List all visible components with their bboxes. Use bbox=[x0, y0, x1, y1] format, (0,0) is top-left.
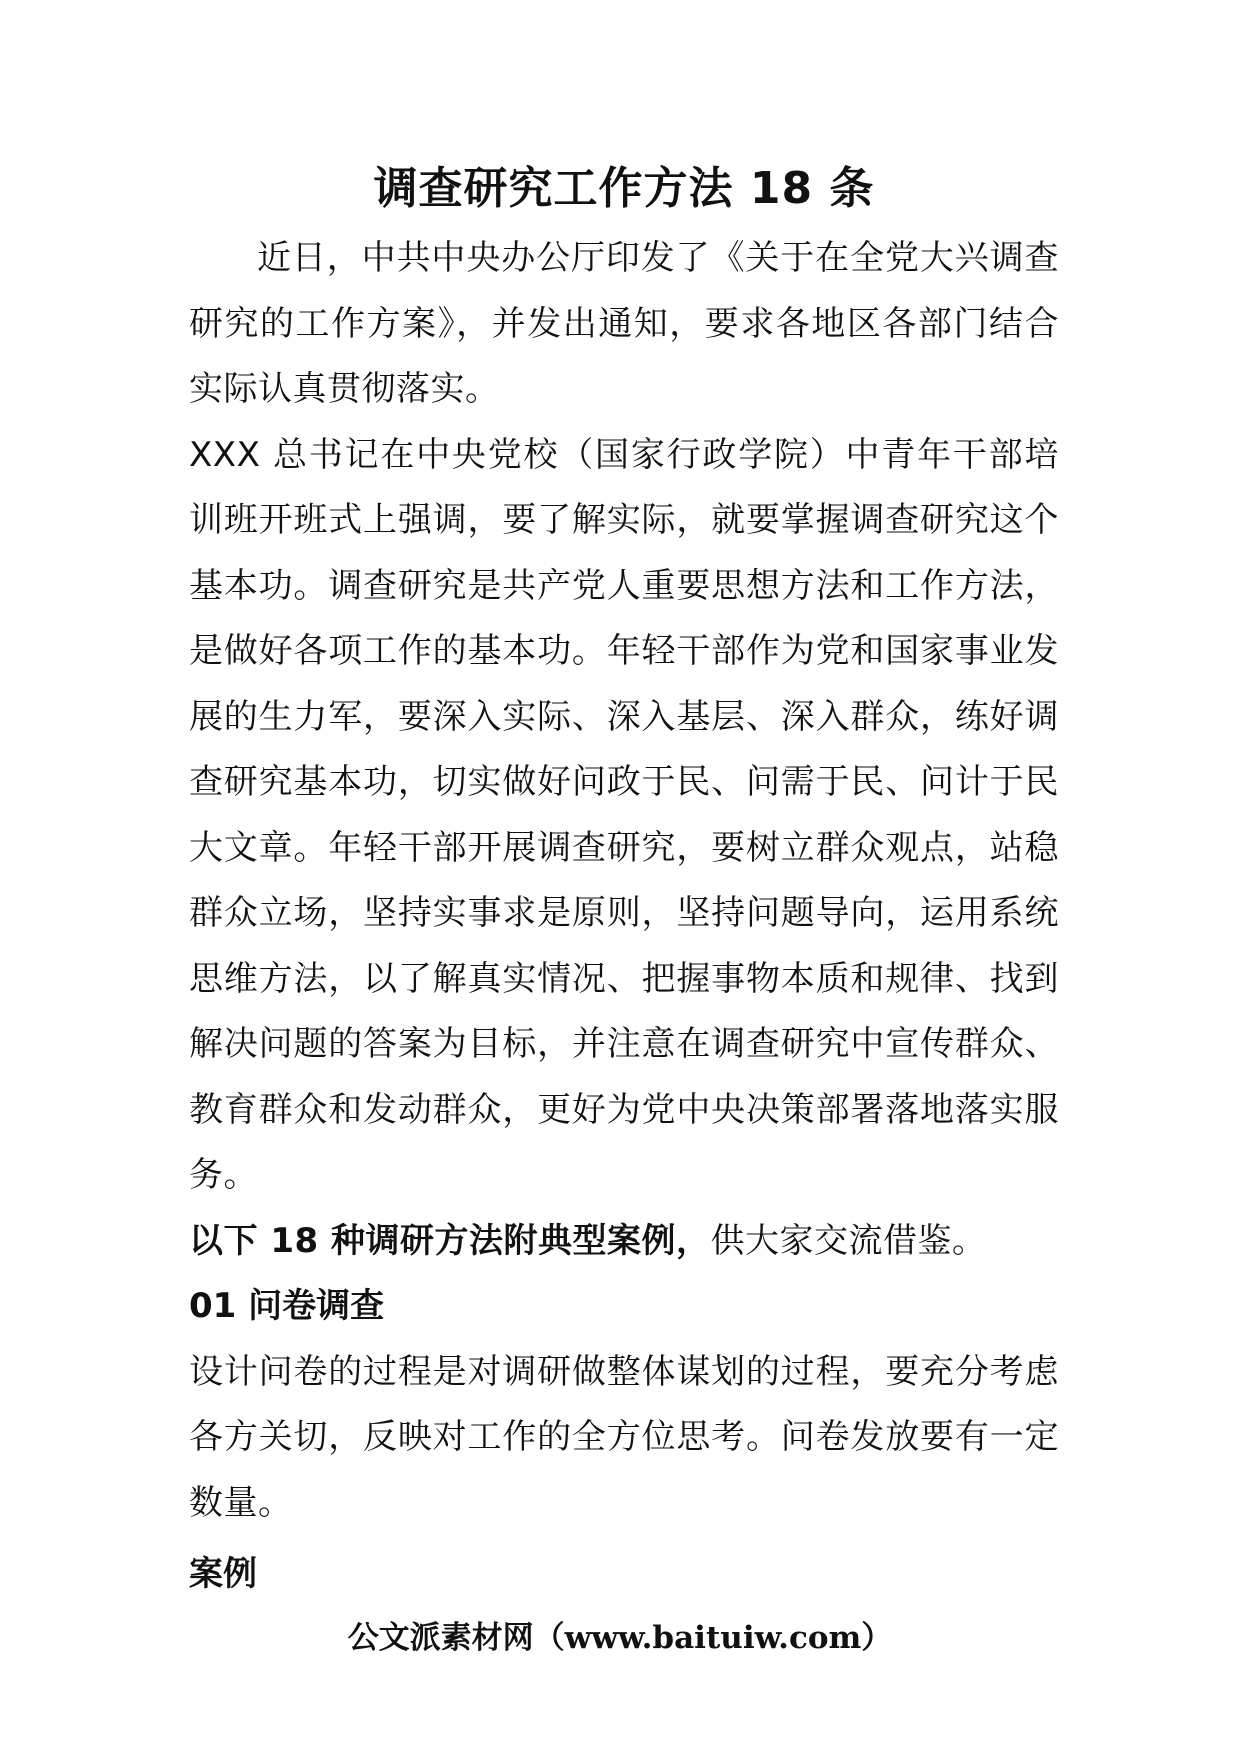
lead-in-paragraph bbox=[189, 1209, 1059, 1275]
lead-in-normal-text: 供大家交流借鉴。 bbox=[710, 1220, 987, 1261]
document-title: 调查研究工作方法 18 条 bbox=[373, 163, 875, 214]
case-heading: 案例 bbox=[189, 1554, 257, 1594]
intro-paragraph: 近日，中共中央办公厅印发了《关于在全党大兴调查研究的工作方案》，并发出通知，要求各地区各部门结合实际认真贯彻落实。 bbox=[189, 238, 1059, 409]
page-footer: 公文派素材网（www.baituiw.com） bbox=[347, 1620, 893, 1656]
speech-paragraph: XXX 总书记在中央党校（国家行政学院）中青年干部培训班开班式上强调，要了解实际，就要掌握调查研究这个基本功。调查研究是共产党人重要思想方法和工作方法，是做好各项工作的基本功。年轻干部作为党和国家事业发展的生力军，要深入实际、深入基层、深入群众，练好调查研究基本功，切实做好问政于民、问需于民、问计于民大文章。年轻干部开展调查研究，要树立群众观点，站稳群众立场，坚持实事求是原则，坚持问题导向，运用系统思维方法，以了解真实情况、把握事物本质和规律、找到解决问题的答案为目标，并注意在调查研究中宣传群众、教育群众和发动群众，更好为党中央决策部署落地落实服务。 bbox=[189, 434, 1059, 1195]
lead-in-bold-text: 以下 18 种调研方法附典型案例， bbox=[189, 1220, 711, 1261]
section-01-body: 设计问卷的过程是对调研做整体谋划的过程，要充分考虑各方关切，反映对工作的全方位思考。问卷发放要有一定数量。 bbox=[189, 1351, 1059, 1523]
section-01-heading: 01 问卷调查 bbox=[189, 1286, 385, 1326]
document-body bbox=[189, 160, 1059, 1608]
